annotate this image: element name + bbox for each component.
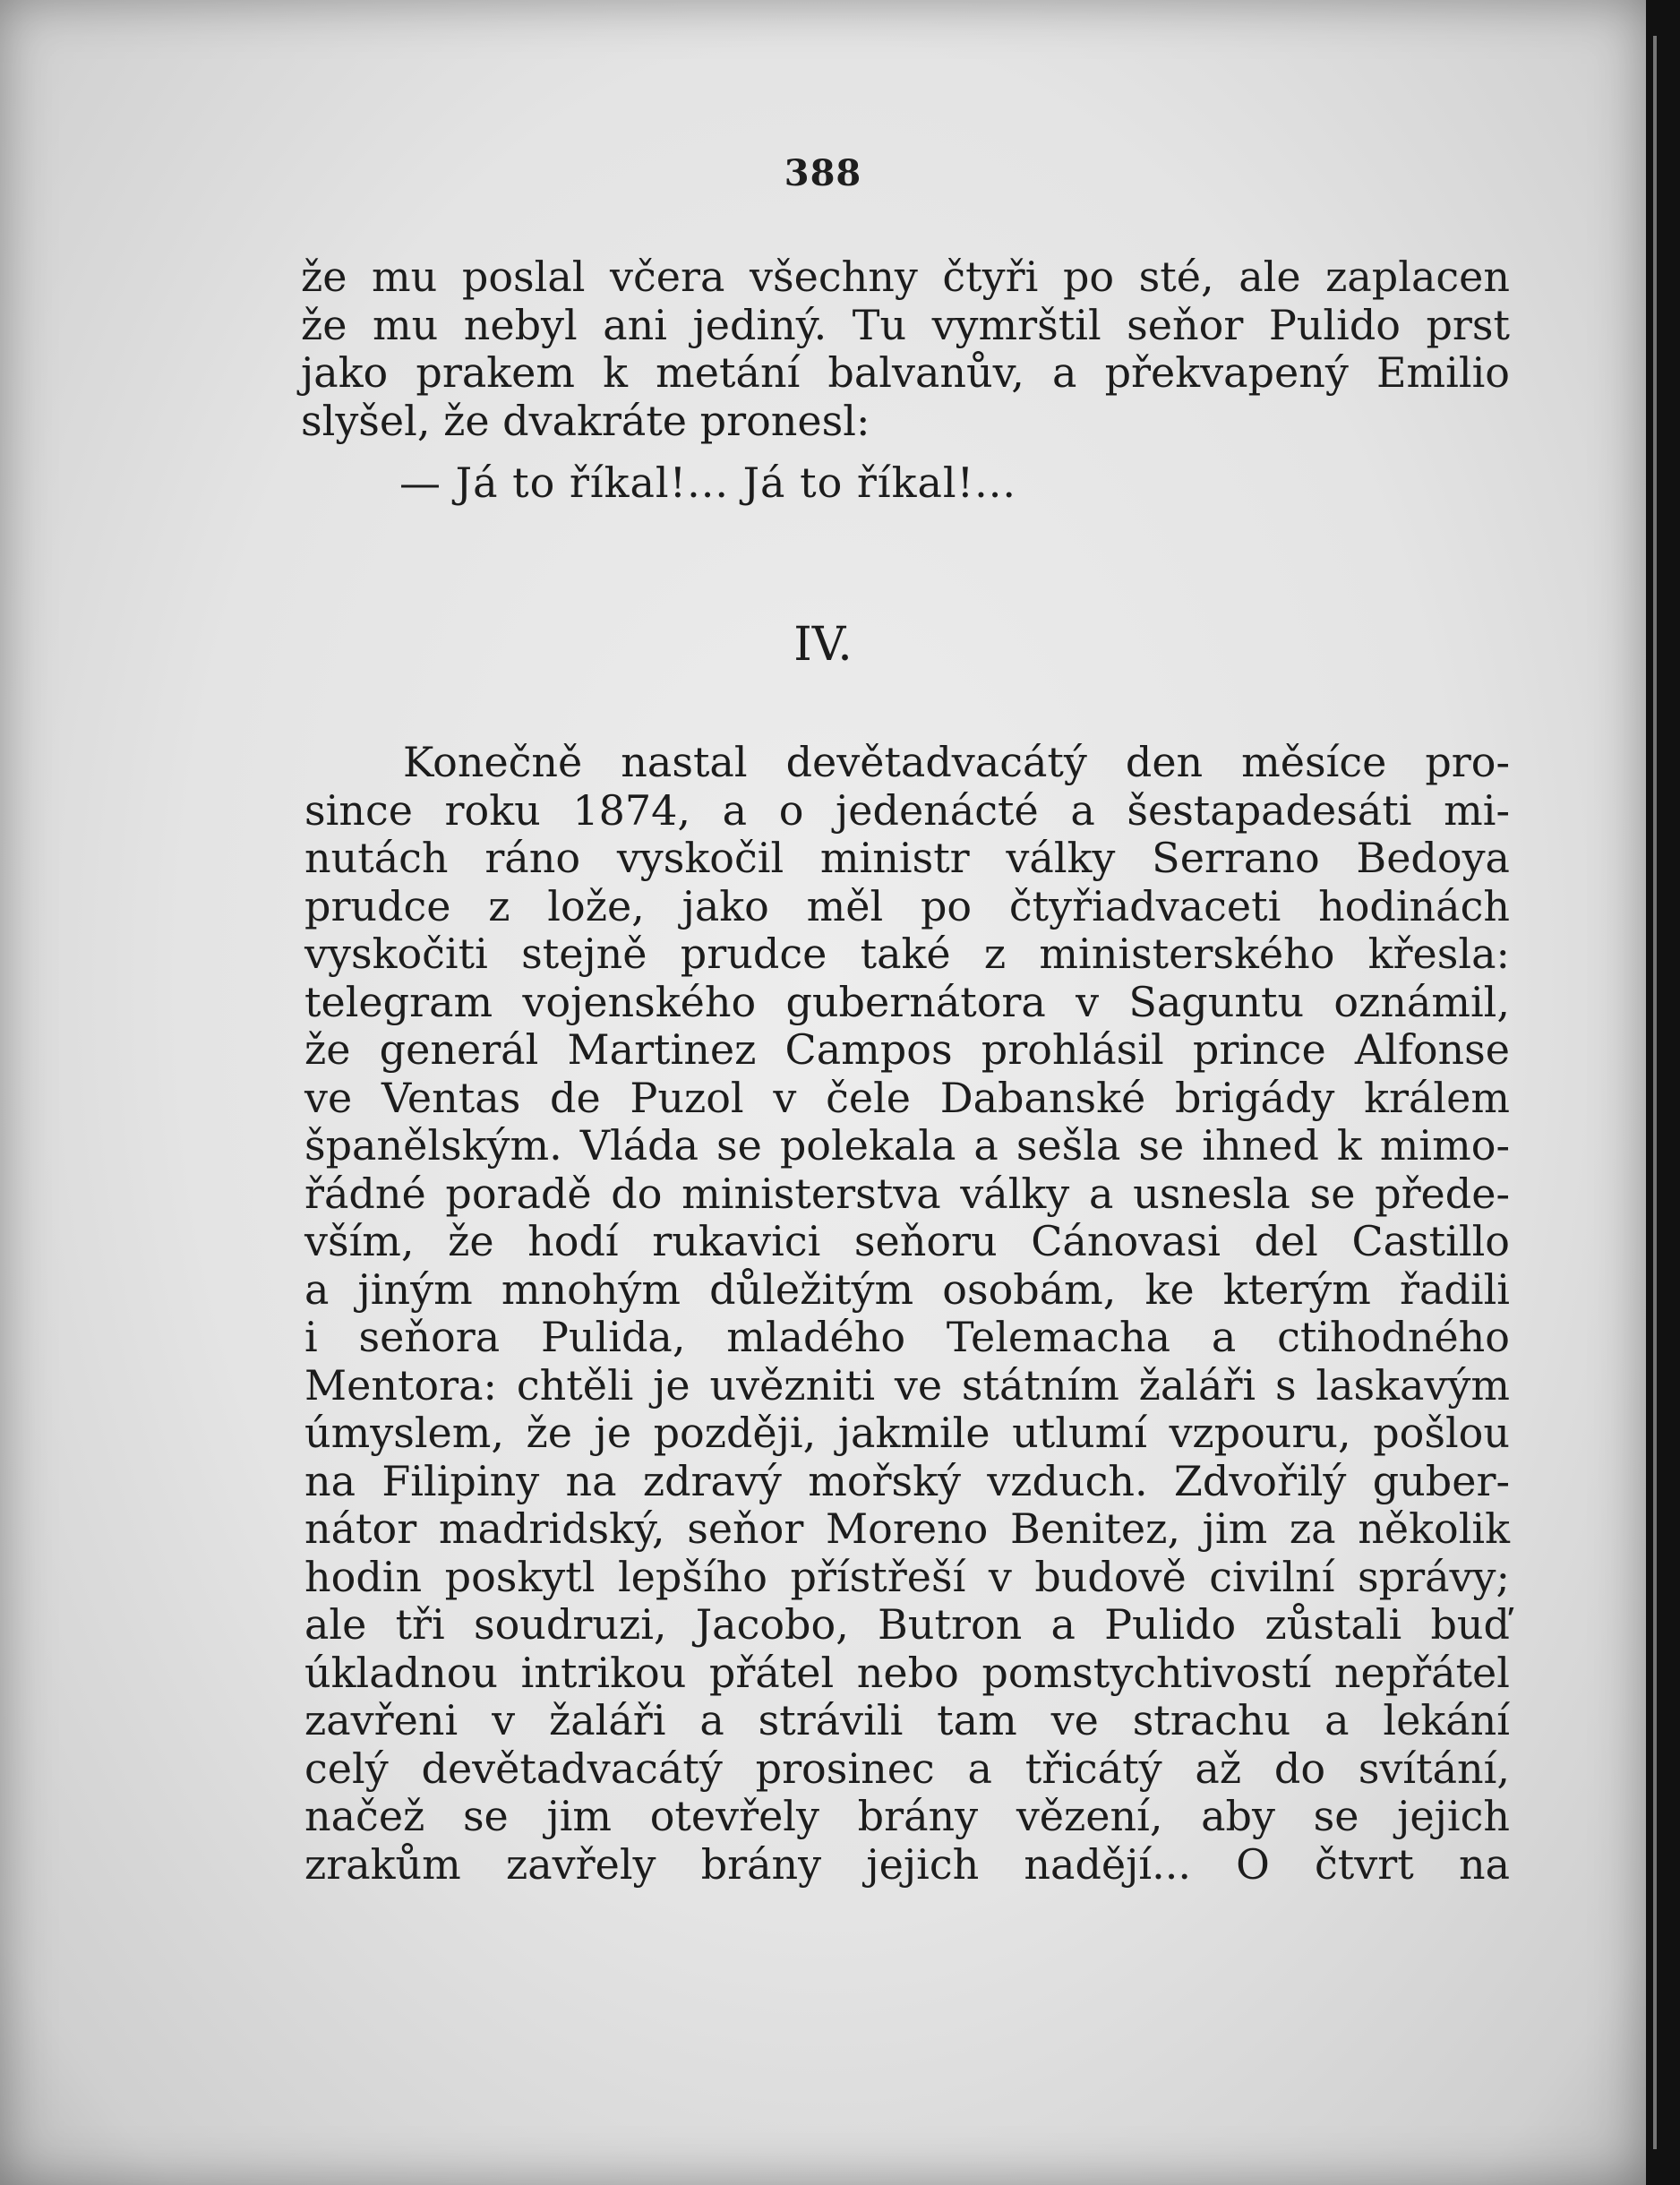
text-line: telegram vojenského gubernátora v Saguntu oznámil,: [304, 977, 1510, 1026]
text-line: načež se jim otevřely brány vězení, aby se jejich: [304, 1792, 1510, 1840]
text-line: prudce z lože, jako měl po čtyřiadvaceti hodinách: [304, 881, 1510, 930]
text-line: nutách ráno vyskočil ministr války Serrano Bedoya: [304, 834, 1510, 882]
text-line: since roku 1874, a o jedenácté a šestapadesáti mi-: [304, 785, 1510, 835]
text-line: Konečně nastal devětadvacátý den měsíce pro-: [403, 738, 1510, 786]
chapter-heading: IV.: [793, 618, 853, 672]
text-line: vyskočiti stejně prudce také z ministerského křesla:: [304, 930, 1510, 978]
text-line: Mentora: chtěli je uvězniti ve státním žaláři s laskavým: [304, 1360, 1510, 1410]
text-line: zavřeni v žaláři a strávili tam ve strachu a lekání: [304, 1696, 1510, 1744]
text-line: na Filipiny na zdravý mořský vzduch. Zdvořilý guber-: [304, 1456, 1510, 1505]
page-number: 388: [784, 152, 862, 194]
text-line: hodin poskytl lepšího přístřeší v budově civilní správy;: [304, 1552, 1510, 1601]
text-line: úkladnou intrikou přátel nebo pomstychtivostí nepřátel: [304, 1648, 1510, 1697]
text-line: úmyslem, že je později, jakmile utlumí vzpouru, pošlou: [304, 1409, 1510, 1457]
chapter-paragraph: [304, 739, 1510, 1889]
text-line: že generál Martinez Campos prohlásil prince Alfonse: [304, 1025, 1510, 1074]
continuation-paragraph: [301, 253, 1510, 445]
text-line: že mu nebyl ani jediný. Tu vymrštil seňor Pulido prst: [301, 300, 1510, 349]
text-line: celý devětadvacátý prosinec a třicátý až do svítání,: [304, 1744, 1510, 1793]
text-line: vším, že hodí rukavici seňoru Cánovasi del Castillo: [304, 1217, 1510, 1265]
text-line: nátor madridský, seňor Moreno Benitez, jim za několik: [304, 1504, 1510, 1553]
text-line: zrakům zavřely brány jejich nadějí... O čtvrt na: [304, 1839, 1510, 1889]
text-line: a jiným mnohým důležitým osobám, ke kterým řadili: [304, 1264, 1510, 1314]
text-line: španělským. Vláda se polekala a sešla se ihned k mimo-: [304, 1121, 1510, 1170]
dialogue-line: — Já to říkal!... Já to říkal!...: [399, 458, 1016, 507]
page-edge-shadow: [1646, 0, 1680, 2185]
text-line: řádné poradě do ministerstva války a usnesla se přede-: [304, 1169, 1510, 1218]
page-edge-line: [1653, 36, 1657, 2149]
text-line: ale tři soudruzi, Jacobo, Butron a Pulido zůstali buď: [304, 1600, 1510, 1649]
text-line: jako prakem k metání balvanův, a překvapený Emilio: [301, 348, 1510, 397]
text-line: že mu poslal včera všechny čtyři po sté, ale zaplacen: [301, 253, 1510, 301]
text-line: i seňora Pulida, mladého Telemacha a ctihodného: [304, 1313, 1510, 1361]
text-line: ve Ventas de Puzol v čele Dabanské brigády králem: [304, 1073, 1510, 1122]
text-line: slyšel, že dvakráte pronesl:: [301, 396, 870, 445]
